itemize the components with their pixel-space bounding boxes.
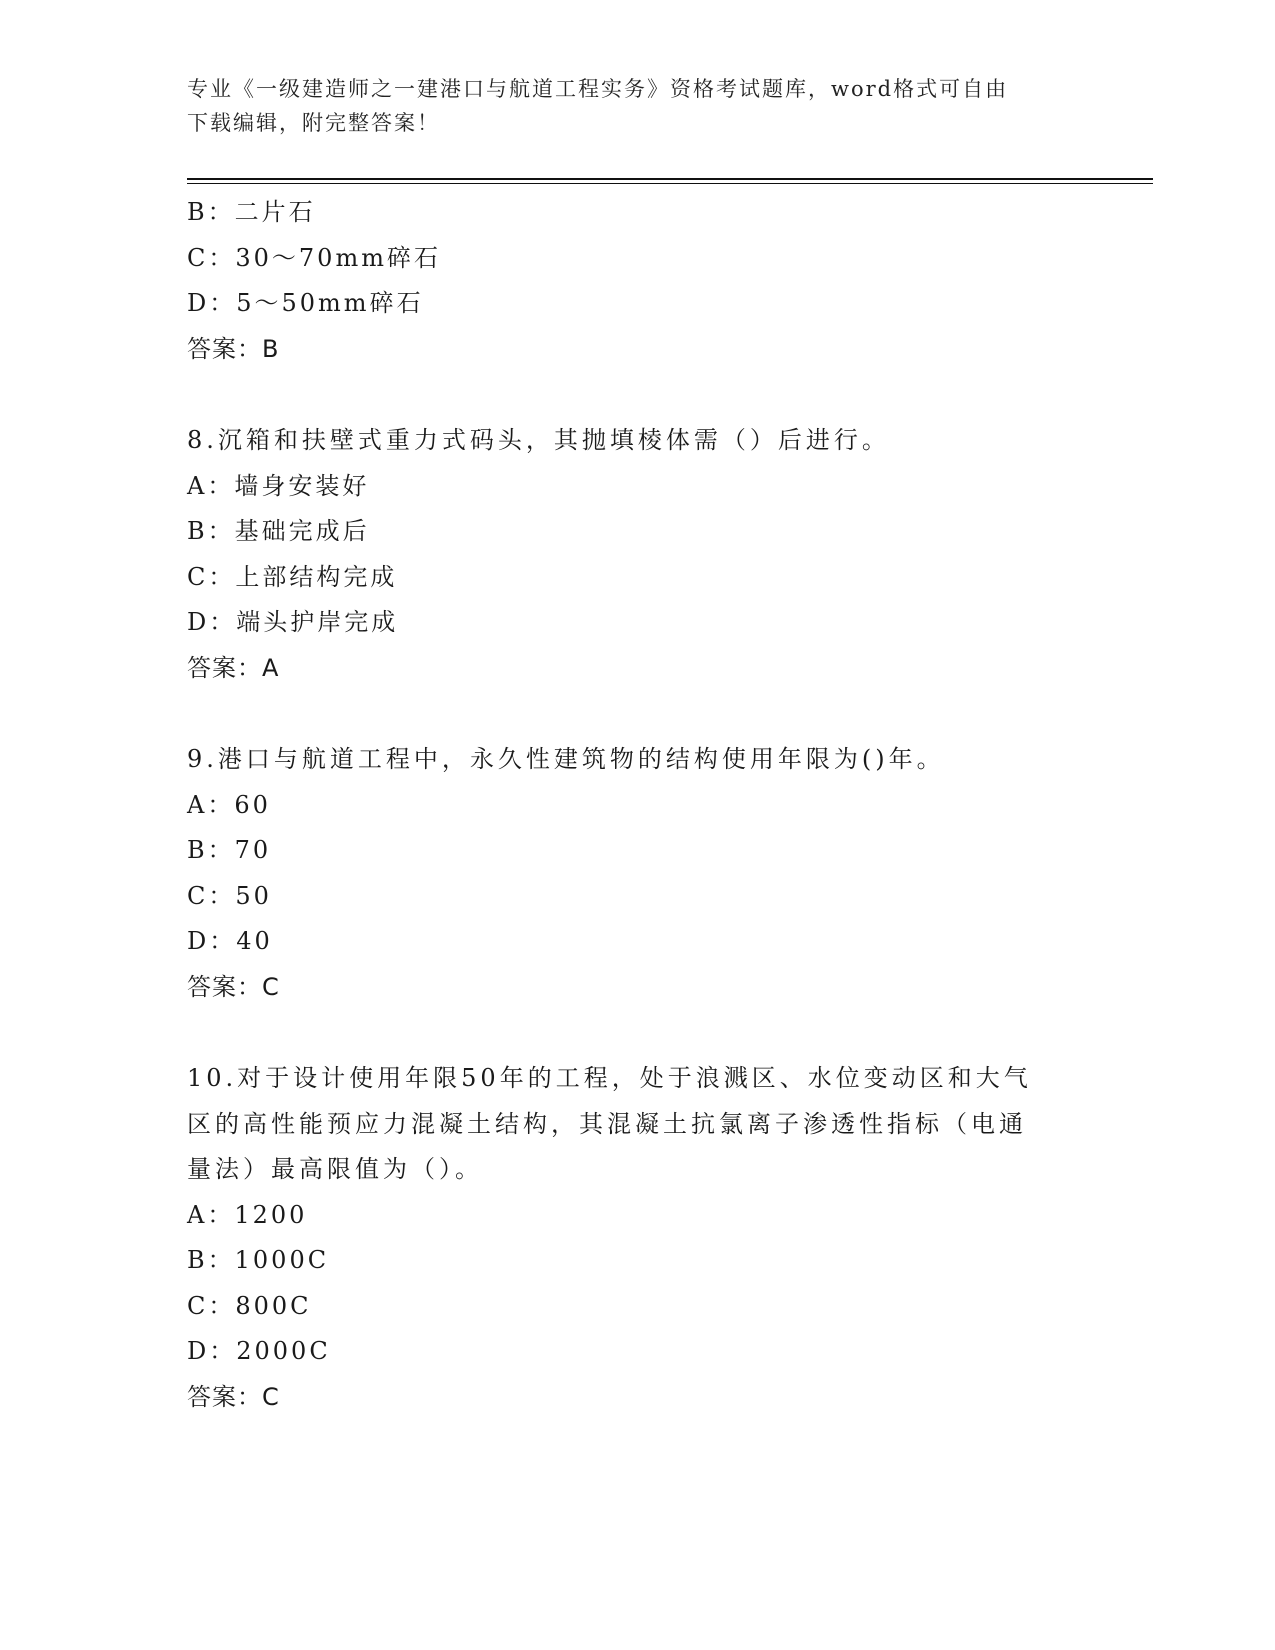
option-c: C：50 [187, 881, 272, 910]
answer-line: 答案：C [187, 972, 280, 1001]
option-c: C：上部结构完成 [187, 562, 398, 591]
question-stem: 9.港口与航道工程中，永久性建筑物的结构使用年限为()年。 [187, 745, 945, 773]
option-c: C：800C [187, 1291, 312, 1320]
option-b: B：二片石 [187, 198, 316, 226]
spacer [187, 372, 1067, 418]
question-stem-line-3: 量法）最高限值为（）。 [187, 1155, 483, 1183]
answer-line: 答案：A [187, 653, 280, 682]
question-7 [187, 190, 1067, 372]
answer-line: 答案：B [187, 334, 280, 363]
header-line-2: 下载编辑，附完整答案！ [187, 111, 440, 135]
option-a: A：墙身安装好 [187, 471, 370, 500]
question-list [187, 190, 1067, 1420]
spacer [187, 1010, 1067, 1056]
option-c: C：30～70mm碎石 [187, 243, 441, 272]
document-header [187, 72, 1067, 140]
answer-line: 答案：C [187, 1382, 280, 1411]
header-rule-thick [187, 178, 1153, 180]
question-9 [187, 737, 1067, 1010]
question-10 [187, 1056, 1067, 1420]
option-b: B：70 [187, 836, 272, 864]
option-b: B：基础完成后 [187, 517, 370, 545]
option-a: A：1200 [187, 1200, 308, 1229]
spacer [187, 691, 1067, 737]
question-stem: 8.沉箱和扶壁式重力式码头，其抛填棱体需（）后进行。 [187, 426, 890, 454]
option-d: D：5～50mm碎石 [187, 289, 424, 317]
option-d: D：2000C [187, 1337, 331, 1365]
option-d: D：端头护岸完成 [187, 608, 399, 636]
option-d: D：40 [187, 927, 273, 955]
header-line-1: 专业《一级建造师之一建港口与航道工程实务》资格考试题库，word格式可自由 [187, 77, 1009, 101]
question-stem-line-2: 区的高性能预应力混凝土结构，其混凝土抗氯离子渗透性指标（电通 [187, 1109, 1027, 1138]
question-8 [187, 418, 1067, 691]
option-b: B：1000C [187, 1246, 330, 1274]
header-rule-thin [187, 183, 1153, 184]
question-stem-line-1: 10.对于设计使用年限50年的工程，处于浪溅区、水位变动区和大气 [187, 1064, 1032, 1092]
option-a: A：60 [187, 790, 271, 819]
